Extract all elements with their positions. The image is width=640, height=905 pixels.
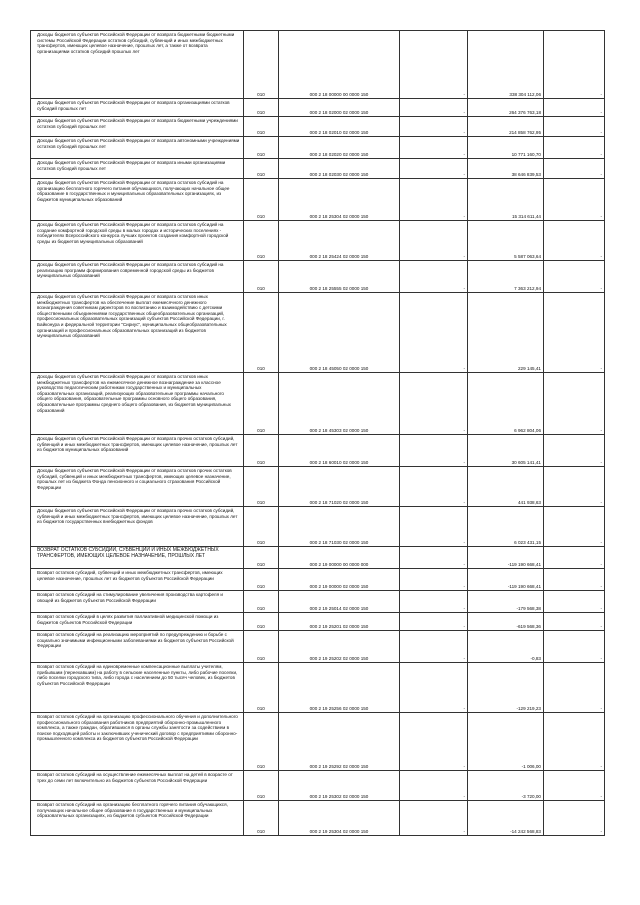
budget-code-cell: 000 2 19 25292 02 0000 150 [279,713,400,771]
line-code-cell: 010 [244,373,279,435]
table-row [31,31,605,99]
name-cell: Доходы бюджетов субъектов Российской Федерации от возврата остатков субсидий на создание комфортной городской среды в малых городах и исторических поселениях - победителях Всероссийского конкурса лучших проектов создания комфортной городской среды из бюджетов муниципальных образований [31,221,244,261]
table-row [31,261,605,293]
executed-cell: 30 605 141,41 [468,435,544,467]
name-cell: Доходы бюджетов субъектов Российской Федерации от возврата организациями остатков субсидий прошлых лет [31,99,244,117]
line-code-cell: 010 [244,613,279,631]
plan-cell: - [400,713,468,771]
executed-cell: 6 023 431,15 [468,507,544,547]
remainder-cell: - [544,99,605,117]
table-row [31,373,605,435]
table-row [31,663,605,713]
executed-cell: 338 304 112,06 [468,31,544,99]
executed-cell: 38 646 839,53 [468,159,544,179]
line-code-cell: 010 [244,591,279,613]
table-row [31,507,605,547]
executed-cell: 441 938,63 [468,467,544,507]
line-code-cell: 010 [244,569,279,591]
executed-cell: -14 242 568,83 [468,801,544,836]
budget-code-cell: 000 2 18 25424 02 0000 150 [279,221,400,261]
remainder-cell: - [544,467,605,507]
table-row [31,613,605,631]
executed-cell: 5 587 063,64 [468,221,544,261]
budget-code-cell: 000 2 18 25304 02 0000 150 [279,179,400,221]
plan-cell: - [400,99,468,117]
name-cell: ВОЗВРАТ ОСТАТКОВ СУБСИДИЙ, СУБВЕНЦИЙ И ИНЫХ МЕЖБЮДЖЕТНЫХ ТРАНСФЕРТОВ, ИМЕЮЩИХ ЦЕЛЕВОЕ НАЗНАЧЕНИЕ, ПРОШЛЫХ ЛЕТ [31,547,244,569]
name-cell: Возврат остатков субсидий в целях развития паллиативной медицинской помощи из бюджетов субъектов Российской Федерации [31,613,244,631]
budget-code-cell: 000 2 19 25256 02 0000 150 [279,663,400,713]
plan-cell: - [400,801,468,836]
table-row [31,137,605,159]
line-code-cell: 010 [244,117,279,137]
budget-code-cell: 000 2 19 25014 02 0000 150 [279,591,400,613]
table-row [31,221,605,261]
budget-code-cell: 000 2 19 25201 02 0000 150 [279,613,400,631]
budget-code-cell: 000 2 18 02020 02 0000 150 [279,137,400,159]
budget-code-cell: 000 2 19 00000 02 0000 150 [279,569,400,591]
remainder-cell: - [544,221,605,261]
name-cell: Возврат остатков субсидий, субвенций и иных межбюджетных трансфертов, имеющих целевое назначение, прошлых лет из бюджетов субъектов Российской Федерации [31,569,244,591]
name-cell: Возврат остатков субсидий на осуществление ежемесячных выплат на детей в возрасте от трех до семи лет включительно из бюджетов субъектов Российской Федерации [31,771,244,801]
plan-cell: - [400,613,468,631]
budget-code-cell: 000 2 18 45050 02 0000 150 [279,293,400,373]
plan-cell: - [400,31,468,99]
line-code-cell: 010 [244,159,279,179]
name-cell: Доходы бюджетов субъектов Российской Федерации от возврата прочих остатков субсидий, субвенций и иных межбюджетных трансфертов, имеющих целевое назначение, прошлых лет из бюджетов государственных внебюджетных фондов [31,507,244,547]
name-cell: Возврат остатков субсидий на организацию профессионального обучения и дополнительного профессионального образования работников предприятий оборонно-промышленного комплекса, а также граждан, обратившихся в органы службы занятости за содействием в поиске подходящей работы и заключивших ученический договор с предприятиями оборонно-промышленного комплекса из бюджетов субъектов Российской Федерации [31,713,244,771]
name-cell: Доходы бюджетов субъектов Российской Федерации от возврата остатков прочих остатков субсидий, субвенций и иных межбюджетных трансфертов, имеющих целевое назначение, прошлых лет из бюджета Фонда пенсионного и социального страхования Российской Федерации [31,467,244,507]
plan-cell: - [400,117,468,137]
remainder-cell: - [544,159,605,179]
line-code-cell: 010 [244,179,279,221]
name-cell: Доходы бюджетов субъектов Российской Федерации от возврата иными организациями остатков субсидий прошлых лет [31,159,244,179]
budget-code-cell: 000 2 19 00000 00 0000 000 [279,547,400,569]
line-code-cell: 010 [244,713,279,771]
line-code-cell: 010 [244,137,279,159]
name-cell: Доходы бюджетов субъектов Российской Федерации от возврата остатков субсидий на реализацию программ формирования современной городской среды из бюджетов муниципальных образований [31,261,244,293]
table-row [31,547,605,569]
remainder-cell: - [544,569,605,591]
plan-cell: - [400,591,468,613]
plan-cell: - [400,771,468,801]
budget-code-cell: 000 2 18 45303 02 0000 150 [279,373,400,435]
remainder-cell: - [544,591,605,613]
plan-cell: - [400,631,468,663]
line-code-cell: 010 [244,467,279,507]
line-code-cell: 010 [244,221,279,261]
executed-cell: 214 858 762,95 [468,117,544,137]
line-code-cell: 010 [244,507,279,547]
plan-cell: - [400,663,468,713]
budget-code-cell: 000 2 18 71020 02 0000 150 [279,467,400,507]
line-code-cell: 010 [244,99,279,117]
budget-table [30,30,605,836]
table-row [31,713,605,771]
plan-cell: - [400,507,468,547]
table-body [31,31,605,836]
executed-cell: -179 568,38 [468,591,544,613]
plan-cell: - [400,435,468,467]
document-page [30,30,604,836]
plan-cell: - [400,221,468,261]
budget-code-cell: 000 2 19 25302 02 0000 150 [279,771,400,801]
remainder-cell: - [544,547,605,569]
executed-cell: -129 219,23 [468,663,544,713]
name-cell: Возврат остатков субсидий на стимулирование увеличения производства картофеля и овощей из бюджетов субъектов Российской Федерации [31,591,244,613]
plan-cell: - [400,261,468,293]
budget-code-cell: 000 2 18 02030 02 0000 150 [279,159,400,179]
remainder-cell: - [544,373,605,435]
name-cell: Возврат остатков субсидий на единовременные компенсационные выплаты учителям, прибывшим (переехавшим) на работу в сельские населенные пункты, либо рабочие поселки, либо поселки городского типа, либо города с населением до 50 тысяч человек, из бюджетов субъектов Российской Федерации [31,663,244,713]
table-row [31,569,605,591]
budget-code-cell: 000 2 18 00000 00 0000 150 [279,31,400,99]
line-code-cell: 010 [244,801,279,836]
name-cell: Возврат остатков субсидий на реализацию мероприятий по предупреждению и борьбе с социально значимыми инфекционными заболеваниями из бюджетов субъектов Российской Федерации [31,631,244,663]
table-row [31,179,605,221]
remainder-cell: - [544,137,605,159]
budget-code-cell: 000 2 18 60010 02 0000 150 [279,435,400,467]
line-code-cell: 010 [244,663,279,713]
executed-cell: 6 962 804,06 [468,373,544,435]
name-cell: Доходы бюджетов субъектов Российской Федерации от возврата остатков субсидий на организацию бесплатного горячего питания обучающихся, получающих начальное общее образование в государственных и муниципальных образовательных организациях, из бюджетов муниципальных образований [31,179,244,221]
plan-cell: - [400,467,468,507]
remainder-cell: - [544,801,605,836]
line-code-cell: 010 [244,435,279,467]
remainder-cell: - [544,631,605,663]
table-row [31,771,605,801]
plan-cell: - [400,373,468,435]
line-code-cell: 010 [244,771,279,801]
name-cell: Доходы бюджетов субъектов Российской Федерации от возврата бюджетными учреждениями остатков субсидий прошлых лет [31,117,244,137]
name-cell: Доходы бюджетов субъектов Российской Федерации от возврата прочих остатков субсидий, субвенций и иных межбюджетных трансфертов, имеющих целевое назначение, прошлых лет из бюджетов муниципальных образований [31,435,244,467]
table-row [31,631,605,663]
table-row [31,99,605,117]
budget-code-cell: 000 2 19 25304 02 0000 150 [279,801,400,836]
table-row [31,591,605,613]
budget-code-cell: 000 2 18 25555 02 0000 150 [279,261,400,293]
plan-cell: - [400,547,468,569]
executed-cell: 229 145,41 [468,293,544,373]
plan-cell: - [400,569,468,591]
remainder-cell: - [544,435,605,467]
remainder-cell: - [544,613,605,631]
executed-cell: 264 376 763,18 [468,99,544,117]
plan-cell: - [400,137,468,159]
executed-cell: -119 190 668,41 [468,569,544,591]
plan-cell: - [400,179,468,221]
name-cell: Доходы бюджетов субъектов Российской Федерации от возврата автономными учреждениями остатков субсидий прошлых лет [31,137,244,159]
executed-cell: -0,83 [468,631,544,663]
table-row [31,117,605,137]
executed-cell: 15 314 611,44 [468,179,544,221]
remainder-cell: - [544,261,605,293]
remainder-cell: - [544,713,605,771]
budget-code-cell: 000 2 18 02000 02 0000 150 [279,99,400,117]
line-code-cell: 010 [244,261,279,293]
line-code-cell: 010 [244,631,279,663]
budget-code-cell: 000 2 18 71030 02 0000 150 [279,507,400,547]
remainder-cell: - [544,31,605,99]
remainder-cell: - [544,507,605,547]
budget-code-cell: 000 2 18 02010 02 0000 150 [279,117,400,137]
line-code-cell: 010 [244,293,279,373]
name-cell: Возврат остатков субсидий на организацию бесплатного горячего питания обучающихся, получающих начальное общее образование в государственных и муниципальных образовательных организациях, из бюджетов субъектов Российской Федерации [31,801,244,836]
executed-cell: 7 363 212,94 [468,261,544,293]
remainder-cell: - [544,771,605,801]
remainder-cell: - [544,117,605,137]
remainder-cell: - [544,663,605,713]
executed-cell: -119 190 668,41 [468,547,544,569]
name-cell: Доходы бюджетов субъектов Российской Федерации от возврата остатков иных межбюджетных трансфертов на ежемесячное денежное вознаграждение за классное руководство педагогическим работникам государственных и муниципальных образовательных организаций, реализующих образовательные программы начального общего образования, образовательные программы основного общего образования, образовательные программы среднего общего образования, из бюджетов муниципальных образований [31,373,244,435]
table-row [31,801,605,836]
executed-cell: -3 720,00 [468,771,544,801]
remainder-cell: - [544,293,605,373]
plan-cell: - [400,159,468,179]
executed-cell: -619 568,36 [468,613,544,631]
name-cell: Доходы бюджетов субъектов Российской Федерации от возврата остатков иных межбюджетных трансфертов на обеспечение выплат ежемесячного денежного вознаграждения советникам директоров по воспитанию и взаимодействию с детскими общественными объединениями государственных общеобразовательных организаций, профессиональных образовательных организаций субъектов Российской Федерации, г. Байконура и федеральной территории "Сириус", муниципальных общеобразовательных организаций и профессиональных образовательных организаций из бюджетов муниципальных образований [31,293,244,373]
budget-code-cell: 000 2 19 25202 02 0000 150 [279,631,400,663]
table-row [31,467,605,507]
table-row [31,159,605,179]
executed-cell: 10 771 160,70 [468,137,544,159]
table-row [31,293,605,373]
line-code-cell: 010 [244,547,279,569]
remainder-cell: - [544,179,605,221]
executed-cell: -1 006,00 [468,713,544,771]
name-cell: Доходы бюджетов субъектов Российской Федерации от возврата бюджетными бюджетными системы Российской Федерации остатков субсидий, субвенций и иных межбюджетных трансфертов, имеющих целевое назначение, прошлых лет, а также от возврата организациями остатков субсидий прошлых лет [31,31,244,99]
table-row [31,435,605,467]
line-code-cell: 010 [244,31,279,99]
plan-cell: - [400,293,468,373]
